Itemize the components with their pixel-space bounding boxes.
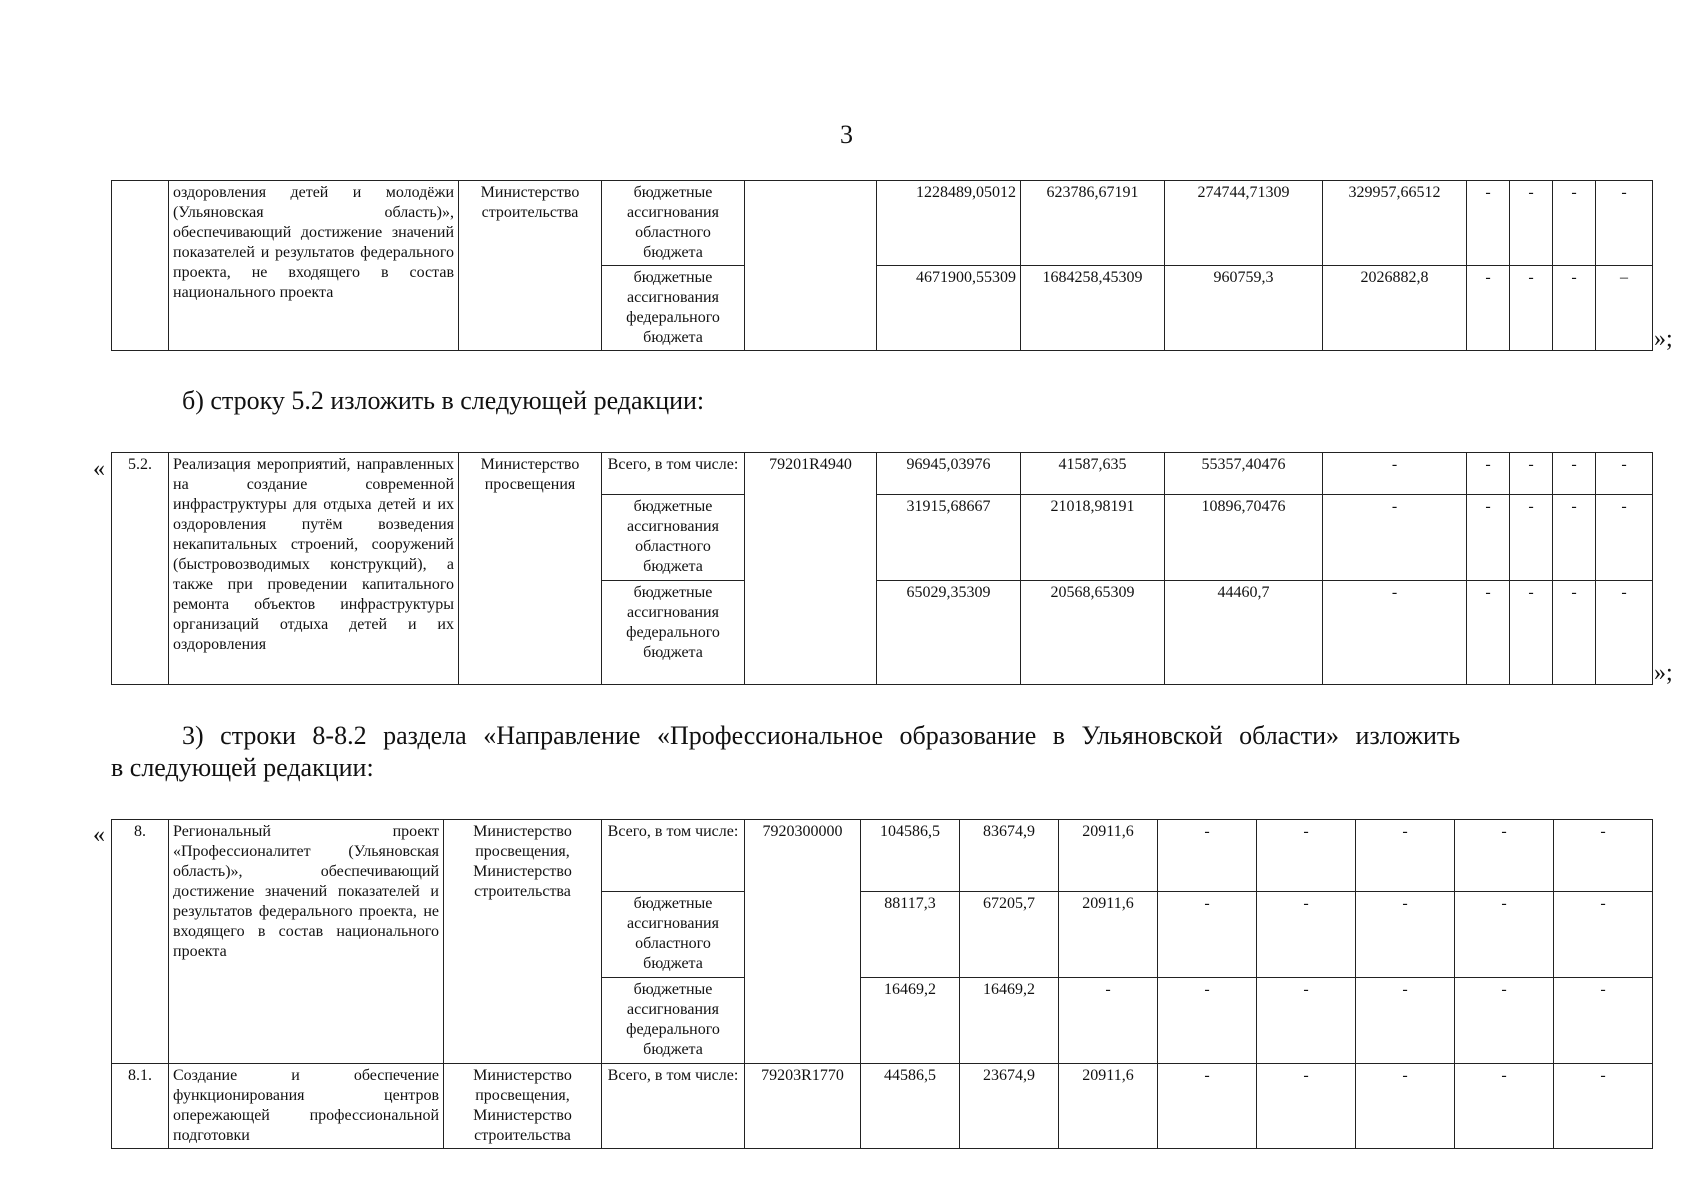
source-cell: Всего, в том числе:	[602, 453, 745, 495]
description-cell: Создание и обеспечение функционирования центров опережающей профессиональной подготовки	[169, 1064, 444, 1149]
description-cell: оздоровления детей и молодёжи (Ульяновская область)», обеспечивающий достижение значений показателей и результатов федерального проекта, не входящего в состав национального проекта	[169, 181, 459, 351]
code-cell: 79201R4940	[745, 453, 877, 685]
dash-cell: -	[1467, 266, 1510, 351]
table-row	[112, 453, 1653, 495]
dash-cell: -	[1158, 892, 1257, 978]
page-number: 3	[840, 120, 853, 149]
dash-cell: -	[1554, 892, 1653, 978]
value-cell: 20911,6	[1059, 1064, 1158, 1149]
value-cell: 44586,5	[861, 1064, 960, 1149]
dash-cell: -	[1510, 495, 1553, 581]
dash-cell: -	[1455, 1064, 1554, 1149]
opening-quote: «	[93, 456, 105, 482]
dash-cell: -	[1257, 892, 1356, 978]
table-row	[112, 181, 1653, 266]
value-cell: 83674,9	[960, 820, 1059, 892]
dash-cell: –	[1596, 266, 1653, 351]
dash-cell: -	[1510, 453, 1553, 495]
value-cell: 274744,71309	[1165, 181, 1323, 266]
table-row	[112, 1064, 1653, 1149]
value-cell: 623786,67191	[1021, 181, 1165, 266]
value-cell: -	[1323, 495, 1467, 581]
dash-cell: -	[1510, 266, 1553, 351]
dash-cell: -	[1553, 453, 1596, 495]
dash-cell: -	[1554, 820, 1653, 892]
value-cell: 88117,3	[861, 892, 960, 978]
source-cell: бюджетные ассигнования областного бюджета	[602, 495, 745, 581]
source-cell: бюджетные ассигнования областного бюджета	[602, 181, 745, 266]
closing-quote: »;	[1654, 660, 1673, 686]
value-cell: 21018,98191	[1021, 495, 1165, 581]
value-cell: 329957,66512	[1323, 181, 1467, 266]
dash-cell: -	[1356, 820, 1455, 892]
value-cell: 960759,3	[1165, 266, 1323, 351]
dash-cell: -	[1510, 581, 1553, 685]
dash-cell: -	[1455, 978, 1554, 1064]
table-row	[112, 820, 1653, 892]
description-cell: Региональный проект «Профессионалитет (Ульяновская область)», обеспечивающий достижение значений показателей и результатов федерального проекта, не входящего в состав национального проекта	[169, 820, 444, 1064]
code-cell	[745, 181, 877, 351]
dash-cell: -	[1467, 495, 1510, 581]
dash-cell: -	[1553, 581, 1596, 685]
value-cell: 23674,9	[960, 1064, 1059, 1149]
opening-quote: «	[93, 822, 105, 848]
dash-cell: -	[1455, 892, 1554, 978]
dash-cell: -	[1467, 453, 1510, 495]
code-cell: 7920300000	[745, 820, 861, 1064]
value-cell: 31915,68667	[877, 495, 1021, 581]
value-cell: 16469,2	[861, 978, 960, 1064]
value-cell: 67205,7	[960, 892, 1059, 978]
dash-cell: -	[1158, 978, 1257, 1064]
value-cell: 20911,6	[1059, 892, 1158, 978]
dash-cell: -	[1356, 1064, 1455, 1149]
responsible-cell: Министерство строительства	[459, 181, 602, 351]
dash-cell: -	[1467, 181, 1510, 266]
dash-cell: -	[1158, 1064, 1257, 1149]
source-cell: бюджетные ассигнования федерального бюджета	[602, 266, 745, 351]
table-rows-8	[111, 819, 1653, 1149]
value-cell: -	[1323, 581, 1467, 685]
closing-quote: »;	[1654, 326, 1673, 352]
dash-cell: -	[1356, 892, 1455, 978]
value-cell: 65029,35309	[877, 581, 1021, 685]
dash-cell: -	[1455, 820, 1554, 892]
value-cell: 20911,6	[1059, 820, 1158, 892]
table-row-5-2	[111, 452, 1653, 685]
paragraph-z-line2: в следующей редакции:	[111, 753, 374, 782]
dash-cell: -	[1158, 820, 1257, 892]
dash-cell: -	[1554, 1064, 1653, 1149]
value-cell: 4671900,55309	[877, 266, 1021, 351]
value-cell: 1684258,45309	[1021, 266, 1165, 351]
value-cell: -	[1059, 978, 1158, 1064]
source-cell: бюджетные ассигнования федерального бюджета	[602, 581, 745, 685]
paragraph-b: б) строку 5.2 изложить в следующей редакции:	[182, 386, 705, 415]
value-cell: 1228489,05012	[877, 181, 1021, 266]
dash-cell: -	[1257, 1064, 1356, 1149]
dash-cell: -	[1356, 978, 1455, 1064]
source-cell: бюджетные ассигнования федерального бюджета	[602, 978, 745, 1064]
responsible-cell: Министерство просвещения, Министерство строительства	[444, 820, 602, 1064]
value-cell: 104586,5	[861, 820, 960, 892]
value-cell: 16469,2	[960, 978, 1059, 1064]
dash-cell: -	[1510, 181, 1553, 266]
num-cell: 5.2.	[112, 453, 169, 685]
dash-cell: -	[1596, 181, 1653, 266]
num-cell	[112, 181, 169, 351]
paragraph-z-line1: 3) строки 8-8.2 раздела «Направление «Профессиональное образование в Ульяновской области» изложить	[182, 721, 1461, 750]
dash-cell: -	[1467, 581, 1510, 685]
source-cell: Всего, в том числе:	[602, 1064, 745, 1149]
code-cell: 79203R1770	[745, 1064, 861, 1149]
value-cell: 41587,635	[1021, 453, 1165, 495]
source-cell: Всего, в том числе:	[602, 820, 745, 892]
value-cell: 55357,40476	[1165, 453, 1323, 495]
dash-cell: -	[1257, 978, 1356, 1064]
num-cell: 8.1.	[112, 1064, 169, 1149]
dash-cell: -	[1553, 181, 1596, 266]
dash-cell: -	[1596, 495, 1653, 581]
source-cell: бюджетные ассигнования областного бюджета	[602, 892, 745, 978]
value-cell: 96945,03976	[877, 453, 1021, 495]
value-cell: 2026882,8	[1323, 266, 1467, 351]
dash-cell: -	[1596, 453, 1653, 495]
description-cell: Реализация мероприятий, направленных на создание современной инфраструктуры для отдыха детей и их оздоровления путём возведения некапитальных строений, сооружений (быстровозводимых конструкций), а также при проведении капитального ремонта объектов инфраструктуры организаций отдыха детей и их оздоровления	[169, 453, 459, 685]
dash-cell: -	[1553, 266, 1596, 351]
value-cell: 10896,70476	[1165, 495, 1323, 581]
table-continuation	[111, 180, 1653, 351]
responsible-cell: Министерство просвещения, Министерство строительства	[444, 1064, 602, 1149]
dash-cell: -	[1257, 820, 1356, 892]
dash-cell: -	[1596, 581, 1653, 685]
dash-cell: -	[1554, 978, 1653, 1064]
responsible-cell: Министерство просвещения	[459, 453, 602, 685]
value-cell: 20568,65309	[1021, 581, 1165, 685]
num-cell: 8.	[112, 820, 169, 1064]
value-cell: 44460,7	[1165, 581, 1323, 685]
dash-cell: -	[1553, 495, 1596, 581]
value-cell: -	[1323, 453, 1467, 495]
